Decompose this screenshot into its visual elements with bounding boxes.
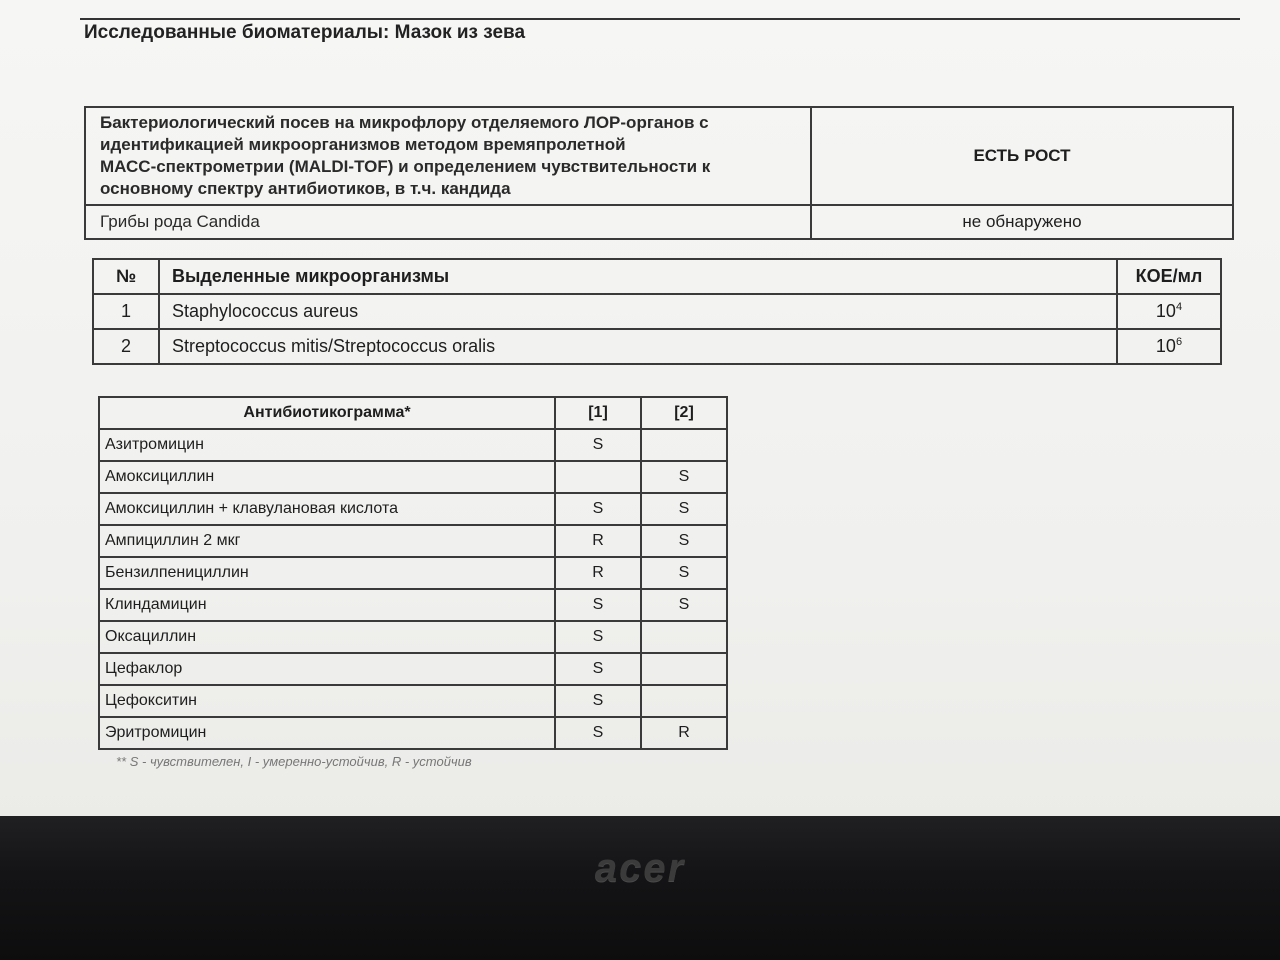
brand-logo: acer: [594, 846, 686, 890]
cfu-base: 10: [1155, 336, 1176, 356]
antibiotic-name: Бензилпенициллин: [99, 557, 555, 589]
sensitivity-1: [555, 461, 641, 493]
top-divider: [80, 18, 1240, 20]
table-row: [99, 493, 727, 525]
sensitivity-2: S: [641, 493, 727, 525]
organism-num: 1: [93, 294, 159, 329]
antibiotic-name: Эритромицин: [99, 717, 555, 749]
sensitivity-2: S: [641, 589, 727, 621]
antibiogram-col-2: [2]: [641, 397, 727, 429]
sensitivity-2: S: [641, 557, 727, 589]
test-description-line: МАСС-спектрометрии (MALDI-TOF) и определением чувствительности к: [100, 157, 711, 176]
sensitivity-1: R: [555, 557, 641, 589]
sensitivity-2: [641, 685, 727, 717]
table-row: [99, 589, 727, 621]
microorganisms-header-row: [93, 259, 1221, 294]
sensitivity-1: R: [555, 525, 641, 557]
test-description: [85, 107, 811, 205]
antibiogram-title: Антибиотикограмма*: [99, 397, 555, 429]
sensitivity-2: S: [641, 461, 727, 493]
antibiotic-name: Амоксициллин + клавулановая кислота: [99, 493, 555, 525]
table-row: [93, 329, 1221, 364]
laptop-bezel: [0, 816, 1280, 960]
antibiotic-name: Азитромицин: [99, 429, 555, 461]
sensitivity-2: S: [641, 525, 727, 557]
organism-cfu: [1117, 329, 1221, 364]
sensitivity-2: [641, 621, 727, 653]
candida-label: Грибы рода Candida: [85, 205, 811, 239]
cfu-base: 10: [1155, 301, 1176, 321]
test-description-line: Бактериологический посев на микрофлору отделяемого ЛОР-органов с: [100, 113, 709, 132]
organism-name: Streptococcus mitis/Streptococcus oralis: [159, 329, 1117, 364]
antibiogram-table: [98, 396, 728, 750]
header-num: №: [93, 259, 159, 294]
antibiotic-name: Клиндамицин: [99, 589, 555, 621]
biomaterial-heading: Исследованные биоматериалы: Мазок из зева: [84, 22, 526, 43]
table-row: [99, 557, 727, 589]
table-row: [99, 685, 727, 717]
organism-cfu: [1117, 294, 1221, 329]
sensitivity-1: S: [555, 493, 641, 525]
cfu-exponent: 6: [1175, 336, 1183, 348]
test-description-line: основному спектру антибиотиков, в т.ч. кандида: [100, 179, 511, 198]
sensitivity-1: S: [555, 621, 641, 653]
antibiotic-name: Оксациллин: [99, 621, 555, 653]
table-row: [99, 717, 727, 749]
table-row: [99, 653, 727, 685]
header-name: Выделенные микроорганизмы: [159, 259, 1117, 294]
sensitivity-1: S: [555, 653, 641, 685]
candida-value: не обнаружено: [811, 205, 1233, 239]
table-row: [99, 525, 727, 557]
table-row: [99, 621, 727, 653]
sensitivity-2: [641, 653, 727, 685]
antibiogram-header-row: [99, 397, 727, 429]
antibiogram-footnote: ** S - чувствителен, I - умеренно-устойчив, R - устойчив: [116, 754, 472, 769]
sensitivity-1: S: [555, 429, 641, 461]
antibiogram-col-1: [1]: [555, 397, 641, 429]
table-row: [99, 429, 727, 461]
test-table: [84, 106, 1234, 240]
test-description-line: идентификацией микроорганизмов методом времяпролетной: [100, 135, 626, 154]
test-result: ЕСТЬ РОСТ: [811, 107, 1233, 205]
antibiotic-name: Цефокситин: [99, 685, 555, 717]
organism-name: Staphylococcus aureus: [159, 294, 1117, 329]
microorganisms-table: [92, 258, 1222, 365]
sensitivity-2: [641, 429, 727, 461]
sensitivity-2: R: [641, 717, 727, 749]
organism-num: 2: [93, 329, 159, 364]
sensitivity-1: S: [555, 685, 641, 717]
cfu-exponent: 4: [1175, 301, 1183, 313]
antibiotic-name: Ампициллин 2 мкг: [99, 525, 555, 557]
sensitivity-1: S: [555, 717, 641, 749]
table-row: [99, 461, 727, 493]
sensitivity-1: S: [555, 589, 641, 621]
antibiotic-name: Цефаклор: [99, 653, 555, 685]
table-row: [93, 294, 1221, 329]
antibiotic-name: Амоксициллин: [99, 461, 555, 493]
header-cfu: КОЕ/мл: [1117, 259, 1221, 294]
